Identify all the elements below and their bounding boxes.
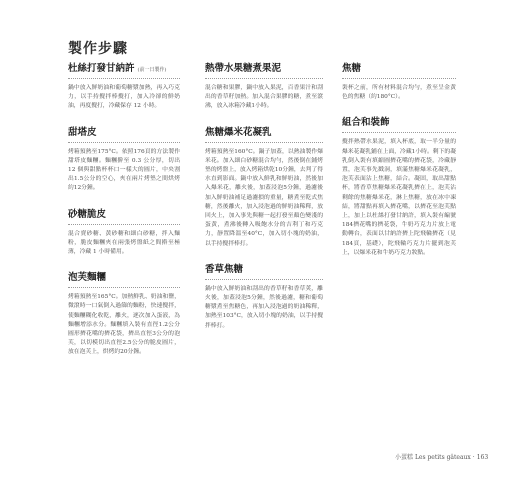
section-body: 鍋中放入鮮奶油和刮出的香草籽和香草莢，離火後，加蓋浸泡5分鐘，然後過濾，糖和葡萄糖漿煮至焦糖色，再加入浸泡過的奶油稀釋，加熱至103°C，放入切小塊的奶油，以手持攪拌棒打。 <box>205 285 323 329</box>
section-body: 混合賣砂糖、黃砂糖和細白砂糖，拌入麵粉，脆皮麵糰夾在兩張烤盤紙之間擀至極薄，冷藏 1 小時備用。 <box>68 230 180 256</box>
section-title: 焦糖 <box>342 60 456 79</box>
section-body: 攪拌熱帶水果泥，填入杯底，取一半分量的爆米花凝乳鋪在上面，冷藏1小時。剩下的凝乳倒入裝有填縮圓擠花嘴的擠花袋，冷藏靜置，泡芙事先戳洞，填滿焦糖爆米花凝乳，泡芙表面沾上焦糖，結合。凝固，取出甜點杯，將香草焦糖爆米花凝乳擠在上，泡芙沾剩餘的焦糖爆米花，淋上焦糖，放在冰中凍結，將甜點再填入擠花嘴，以擠花至泡芙點上，加上以杜絲打發甘納許，填入裝有編號184擠花嘴的擠花袋，牛奶巧克力片放上電動轉台，表面以甘納許擠上陀飛輪擠花（見184頁，基礎），陀飛輪巧克力片擺到泡芙上，以爆米花和牛奶巧克力妝點。 <box>342 139 456 256</box>
page-title: 製作步驟 <box>68 41 128 57</box>
section-body: 混合糖和果膠，鍋中放入果泥，百香果汁和刮出的香草籽加熱。加入混合果膠的糖，煮至滾沸，放入冰箱冷藏1小時。 <box>205 85 323 110</box>
section-body: 鍋中放入鮮奶油和葡萄糖漿加熱，再入巧克力，以手持攪拌棒攪打，加入冷卻的鮮奶油，再度攪打，冷藏保存 12 小時。 <box>68 85 180 110</box>
section-body: 烤箱預熱至175°C。依照176頁的方法製作甜塔皮麵糰。麵糰擀至 0.3 公分厚，切出 12 個與甜點杯杯口一樣大的圓片，中央割出1.5公分的空心，夾在兩片烤墊之間烘烤約12分鐘。 <box>68 148 180 192</box>
section-assembly <box>342 114 456 258</box>
section-body: 烤箱預熱至165°C。加熱鮮乳、奶油和鹽，微滾時一口氣倒入過篩的麵粉，快速攪拌，使麵糰糊化收乾，離火，逐次加入蛋液，為麵糰增添水分。麵糰填入裝有直徑1.2公分圓形擠花嘴的擠花袋，擠出直徑3公分的泡芙，以切模切出直徑2.5公分的脆皮圓片，放在泡芙上，烘烤約20分鐘。 <box>68 294 180 356</box>
section-popcorn-cremeux <box>205 124 323 249</box>
section-note: (前一日製作) <box>137 67 167 73</box>
footer-title: 小蛋糕 <box>395 454 414 461</box>
page-number: 163 <box>476 454 489 461</box>
section-ganache <box>68 60 180 112</box>
section-title: 組合和裝飾 <box>342 114 456 133</box>
footer-separator: · <box>472 454 475 461</box>
section-title: 香草焦糖 <box>205 261 323 280</box>
section-title <box>68 60 180 79</box>
section-title: 熱帶水果糖煮果泥 <box>205 60 323 79</box>
section-caramel <box>342 60 456 102</box>
footer-subtitle: Les petits gâteaux <box>414 454 471 461</box>
section-tart-dough <box>68 124 180 194</box>
page-footer <box>395 452 488 461</box>
section-title: 甜塔皮 <box>68 124 180 143</box>
section-choux-dough <box>68 269 180 357</box>
section-body: 裝杯之前，所有材料混合均勻，煮至呈金黃色的焦糖（約180°C）。 <box>342 85 456 101</box>
column-middle <box>205 60 323 343</box>
section-sugar-crust <box>68 206 180 258</box>
column-left <box>68 60 180 370</box>
column-right <box>342 60 456 270</box>
section-title: 焦糖爆米花凝乳 <box>205 124 323 143</box>
section-vanilla-caramel <box>205 261 323 331</box>
section-tropical-compote <box>205 60 323 112</box>
section-title: 砂糖脆皮 <box>68 206 180 225</box>
section-title: 泡芙麵糰 <box>68 269 180 288</box>
section-title-text: 杜絲打發甘納許 <box>68 63 135 74</box>
section-body: 烤箱預熱至160°C。鍋子加蓋，以熱油製作爆米花。加入細白砂糖混合均勻，然後倒在鋪烤墊的烤盤上，放入烤箱烘乾10分鐘，去判了得水直到影面。鍋中放入鮮乳和鮮奶油，然後加入爆米花，離火後，加蓋浸泡5分鐘，過濾後加入鮮奶油補足過濾損的重量，糖煮至乾式焦糖，然後離火，加入浸泡過的鮮奶油稀釋，放回火上，加入事先與糖一起打發至顏色變淺的蛋黃，煮沸後轉入吸飽水分的吉利丁和巧克力，靜置降溫至40°C，加入切小塊的奶油，以手持攪拌棒打。 <box>205 148 323 247</box>
